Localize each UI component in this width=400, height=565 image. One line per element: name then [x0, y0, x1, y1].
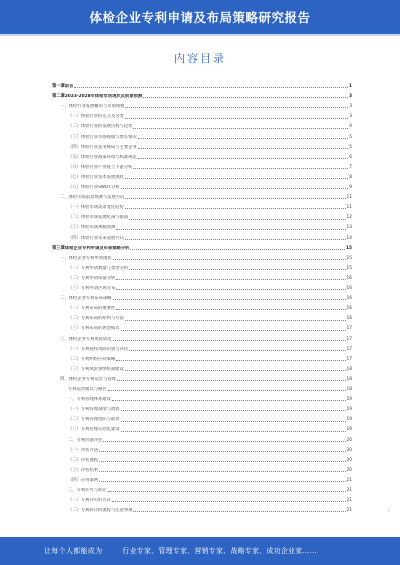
toc-entry-page: 15	[346, 255, 352, 261]
toc-entry-page: 19	[346, 397, 352, 403]
toc-entry-page: 11	[346, 195, 352, 201]
toc-entry[interactable]	[52, 387, 352, 393]
toc-entry[interactable]	[52, 498, 352, 504]
toc-leader-dots	[130, 249, 345, 250]
toc-entry-title: 专利风险预警机制建设	[80, 366, 124, 372]
toc-entry[interactable]	[52, 215, 352, 221]
toc-entry-number: 第三章	[52, 245, 65, 251]
toc-entry-number: （二）	[68, 316, 81, 322]
toc-entry[interactable]	[52, 225, 352, 231]
toc-entry-number: （三）	[68, 286, 81, 291]
toc-entry-title: 前言	[64, 84, 74, 89]
toc-entry-number: 三、	[60, 336, 69, 342]
toc-chapter-entry[interactable]	[52, 246, 352, 252]
toc-leader-dots	[113, 299, 346, 300]
toc-entry-number: （一）	[68, 407, 81, 413]
toc-entry-number: （三）	[68, 134, 81, 140]
toc-leader-dots	[125, 107, 348, 108]
toc-entry-number: （一）	[68, 265, 81, 271]
toc-leader-dots	[121, 330, 346, 331]
toc-entry-number: （一）	[68, 447, 81, 453]
toc-entry-number: （七）	[68, 174, 81, 180]
toc-entry-title: 体检企业专利申请及布局策略分析	[64, 245, 130, 251]
toc-entry[interactable]	[52, 256, 352, 262]
toc-entry-title: 评估结果	[80, 467, 99, 473]
toc-entry[interactable]	[52, 175, 352, 181]
toc-entry-page: 14	[346, 235, 352, 241]
toc-leader-dots	[129, 219, 345, 220]
toc-entry-title: 评估方法	[80, 447, 99, 453]
toc-entry[interactable]	[52, 458, 352, 464]
toc-leader-dots	[125, 198, 345, 199]
toc-entry-title: 专利布局的典型模式	[80, 326, 120, 332]
toc-leader-dots	[99, 451, 345, 452]
toc-entry-page: 6	[349, 154, 352, 160]
toc-entry-number: 一、	[60, 255, 69, 261]
toc-entry[interactable]	[52, 185, 352, 191]
toc-entry-page: 11	[346, 205, 352, 211]
toc-entry-title: 体检市场需求变化趋势	[80, 205, 124, 211]
toc-entry[interactable]	[52, 347, 352, 353]
toc-leader-dots	[121, 431, 346, 432]
report-header	[0, 0, 400, 34]
toc-entry-number: 第二章	[52, 94, 65, 100]
toc-entry-title: 体检市场发展机遇与挑战	[80, 215, 129, 221]
toc-entry-number: （一）	[68, 306, 81, 312]
toc-entry-page: 3	[349, 114, 352, 120]
toc-leader-dots	[125, 239, 346, 240]
toc-leader-dots	[117, 380, 346, 381]
toc-entry-page: 21	[346, 488, 352, 493]
toc-entry-number: 四、	[60, 376, 69, 382]
toc-leader-dots	[125, 118, 348, 119]
toc-entry[interactable]	[52, 417, 352, 423]
toc-leader-dots	[121, 188, 349, 189]
toc-entry-page: 13	[346, 225, 352, 231]
toc-entry-title: 体检企业专利风险防范	[68, 336, 112, 342]
toc-entry-number: （二）	[68, 124, 81, 130]
toc-entry-page: 19	[346, 417, 352, 423]
toc-entry-number: （一）	[68, 498, 81, 504]
toc-entry-page: 17	[346, 326, 352, 332]
toc-leader-dots	[133, 511, 345, 512]
toc-entry-number: （八）	[68, 185, 81, 190]
toc-entry-page: 18	[346, 366, 352, 372]
toc-entry[interactable]	[52, 195, 352, 201]
toc-entry-title: 专利布局的重要性	[80, 306, 116, 312]
toc-entry-page: 18	[346, 387, 352, 392]
toc-entry-page: 21	[346, 498, 352, 504]
toc-leader-dots	[116, 279, 345, 280]
toc-entry-page: 19	[346, 407, 352, 413]
toc-entry-page: 20	[346, 447, 352, 453]
toc-entry[interactable]	[52, 448, 352, 454]
toc-leader-dots	[108, 390, 346, 391]
toc-entry-number: （二）	[68, 275, 81, 281]
toc-entry-title: 体检行业政策环境与标准规范	[80, 154, 137, 160]
toc-entry-number: （三）	[68, 326, 81, 332]
toc-entry-page: 17	[346, 356, 352, 362]
toc-entry-page: 3	[349, 104, 352, 110]
toc-leader-dots	[129, 350, 345, 351]
toc-entry-title: 体检行业竞争格局与主要企业	[80, 144, 137, 150]
toc-entry[interactable]	[52, 165, 352, 171]
toc-entry-page: 8	[349, 174, 352, 180]
toc-leader-dots	[113, 340, 346, 341]
toc-leader-dots	[138, 138, 349, 139]
toc-leader-dots	[116, 289, 345, 290]
toc-entry-number: 二、	[60, 296, 69, 302]
table-of-contents	[52, 84, 352, 524]
toc-leader-dots	[143, 97, 348, 98]
toc-entry[interactable]	[52, 155, 352, 161]
toc-entry-title: 专利纠纷应对策略	[80, 356, 116, 362]
toc-leader-dots	[138, 148, 349, 149]
toc-entry-number: 二、	[68, 437, 77, 443]
toc-entry-title: 专利管理信息化建设	[80, 427, 120, 433]
toc-leader-dots	[116, 309, 345, 310]
toc-entry[interactable]	[52, 124, 352, 130]
toc-entry[interactable]	[52, 326, 352, 332]
toc-entry-page: 17	[346, 346, 352, 352]
toc-leader-dots	[103, 441, 345, 442]
toc-entry[interactable]	[52, 337, 352, 343]
toc-entry-number: （二）	[68, 356, 81, 362]
toc-entry-number: （六）	[68, 164, 81, 170]
toc-leader-dots	[125, 320, 346, 321]
toc-entry-number: （三）	[68, 366, 81, 372]
toc-leader-dots	[129, 269, 345, 270]
toc-entry[interactable]	[52, 367, 352, 373]
header-divider	[0, 34, 400, 36]
toc-entry-title: 专利侵权风险识别与评估	[80, 346, 129, 352]
toc-entry[interactable]	[52, 488, 352, 494]
toc-entry-page: 15	[346, 265, 352, 271]
toc-entry-title: 体检市场规模预测	[80, 225, 116, 231]
toc-entry[interactable]	[52, 104, 352, 110]
toc-entry-title: 专利布局的原则与方法	[80, 316, 124, 322]
toc-entry-title: 体检企业专利申请现状	[68, 255, 112, 261]
toc-leader-dots	[99, 481, 345, 482]
toc-entry-page: 19	[346, 427, 352, 433]
toc-entry-title: 专利许可与转让	[76, 488, 107, 493]
toc-leader-dots	[125, 178, 348, 179]
toc-entry-title: 体检行业产业链上下游分析	[80, 164, 133, 170]
toc-entry[interactable]	[52, 316, 352, 322]
toc-entry[interactable]	[52, 508, 352, 514]
footer-roles: 行业专家、管理专家、营销专家、战略专家、成功企业家……	[122, 547, 317, 555]
toc-entry-title: 应用案例	[80, 477, 99, 483]
toc-entry-page: 12	[346, 215, 352, 221]
toc-leader-dots	[99, 471, 345, 472]
toc-entry[interactable]	[52, 306, 352, 312]
toc-leader-dots	[138, 158, 349, 159]
toc-entry-title: 体检市场前景预测与发展方向	[68, 195, 125, 201]
toc-entry-number: （三）	[68, 467, 81, 473]
toc-entry[interactable]	[52, 407, 352, 413]
toc-entry-title: 体检行业未来发展方向	[80, 235, 124, 241]
toc-entry[interactable]	[52, 296, 352, 302]
toc-entry-title: 专利管理制度与流程	[80, 407, 120, 413]
toc-entry-title: 专利申请质量分析	[80, 275, 116, 281]
toc-leader-dots	[125, 208, 346, 209]
toc-leader-dots	[108, 491, 346, 492]
toc-entry-page: 21	[346, 477, 352, 483]
toc-entry-page: 16	[346, 296, 352, 302]
toc-entry[interactable]	[52, 468, 352, 474]
toc-entry-number: 一、	[60, 104, 69, 110]
toc-entry-number: 二、	[60, 195, 69, 201]
toc-entry-number: （一）	[68, 114, 81, 120]
toc-entry-number: （四）	[68, 477, 81, 483]
toc-entry-page: 5	[349, 144, 352, 150]
toc-chapter-entry[interactable]	[52, 94, 352, 100]
toc-entry-number: 一、	[68, 397, 77, 403]
toc-entry-page: 7	[349, 164, 352, 170]
toc-entry[interactable]	[52, 114, 352, 120]
footer-banner	[0, 537, 400, 565]
footer-slogan: 让每个人都能成为	[44, 547, 103, 555]
toc-entry-number: （二）	[68, 417, 81, 423]
toc-leader-dots	[116, 360, 345, 361]
toc-leader-dots	[125, 370, 346, 371]
toc-leader-dots	[116, 229, 345, 230]
toc-entry-page: 16	[346, 275, 352, 281]
toc-entry-page: 18	[346, 376, 352, 382]
toc-leader-dots	[133, 128, 348, 129]
toc-entry-title: 体检行业技术发展现状	[80, 174, 124, 180]
toc-leader-dots	[112, 501, 346, 502]
toc-entry[interactable]	[52, 377, 352, 383]
toc-entry-number: 三、	[68, 488, 77, 493]
toc-entry-title: 体检企业专利布局策略	[68, 296, 112, 302]
toc-entry-page: 9	[349, 185, 352, 190]
toc-leader-dots	[133, 168, 348, 169]
toc-entry-title: 体检行业的发展历程与趋势	[80, 124, 133, 130]
toc-chapter-entry[interactable]	[52, 84, 352, 90]
toc-entry-page: 1	[349, 84, 352, 89]
toc-entry-number: （一）	[68, 205, 81, 211]
toc-entry-title: 体检行业的定义及分类	[80, 114, 124, 120]
toc-leader-dots	[121, 421, 346, 422]
toc-entry-page: 16	[346, 306, 352, 312]
toc-entry[interactable]	[52, 266, 352, 272]
toc-entry-title: 专利管理团队与职责	[80, 417, 120, 423]
toc-leader-dots	[74, 87, 348, 88]
toc-entry-number: （二）	[68, 508, 81, 514]
toc-entry-title: 体检行业SWOT分析	[80, 185, 120, 190]
toc-entry-title: 体检行业发展概况与市场规模	[68, 104, 125, 110]
report-title: 体检企业专利申请及布局策略研究报告	[89, 10, 311, 25]
toc-entry[interactable]	[52, 145, 352, 151]
toc-entry-number: （三）	[68, 225, 81, 231]
toc-entry-title: 专利价值评估	[76, 437, 103, 443]
toc-entry[interactable]	[52, 427, 352, 433]
toc-entry-number: （二）	[68, 215, 81, 221]
toc-entry-number: （一）	[68, 346, 81, 352]
toc-entry-title: 评估流程	[80, 457, 99, 463]
toc-entry-page: 17	[346, 336, 352, 342]
toc-entry-page: 20	[346, 467, 352, 473]
toc-entry-page: 15	[346, 245, 352, 251]
toc-entry[interactable]	[52, 397, 352, 403]
toc-entry-number: （五）	[68, 154, 81, 160]
toc-entry-page: 21	[346, 508, 352, 514]
toc-entry-page: 16	[346, 286, 352, 291]
toc-entry-number: （四）	[68, 144, 81, 150]
toc-entry[interactable]	[52, 236, 352, 242]
toc-entry-page: 5	[349, 134, 352, 140]
toc-entry-page: 3	[349, 94, 352, 100]
toc-entry-title: 专利许可的方式	[80, 498, 111, 504]
toc-entry-title: 专利申请区域分布	[80, 286, 116, 291]
toc-entry-number: 第一章	[52, 84, 65, 89]
toc-entry[interactable]	[52, 286, 352, 292]
toc-entry[interactable]	[52, 438, 352, 444]
toc-entry-page: 16	[346, 316, 352, 322]
toc-entry-title: 体检行业市场规模与增长情况	[80, 134, 137, 140]
toc-leader-dots	[121, 410, 346, 411]
toc-entry[interactable]	[52, 135, 352, 141]
toc-entry-number: （四）	[68, 235, 81, 241]
toc-entry-number: （二）	[68, 457, 81, 463]
toc-entry-title: 专利管理体系建设	[76, 397, 111, 403]
toc-entry-title: 专利转让的流程与注意事项	[80, 508, 133, 514]
toc-entry-title: 专利运营模式与路径	[68, 387, 107, 392]
toc-entry[interactable]	[52, 478, 352, 484]
toc-leader-dots	[112, 400, 346, 401]
toc-leader-dots	[99, 461, 345, 462]
page-number: I	[388, 508, 390, 513]
toc-entry-page: 4	[349, 124, 352, 130]
toc-entry-number: （三）	[68, 427, 81, 433]
toc-entry-title: 2023-2028年体检市场现状及前景预测	[64, 94, 143, 100]
toc-entry[interactable]	[52, 357, 352, 363]
toc-entry[interactable]	[52, 205, 352, 211]
toc-entry[interactable]	[52, 276, 352, 282]
toc-entry-page: 20	[346, 457, 352, 463]
toc-entry-title: 专利申请数量与类型分析	[80, 265, 129, 271]
toc-entry-title: 体检企业专利运营与管理	[68, 376, 116, 382]
toc-entry-page: 20	[346, 437, 352, 443]
toc-title: 内容目录	[174, 52, 226, 65]
toc-leader-dots	[113, 259, 346, 260]
